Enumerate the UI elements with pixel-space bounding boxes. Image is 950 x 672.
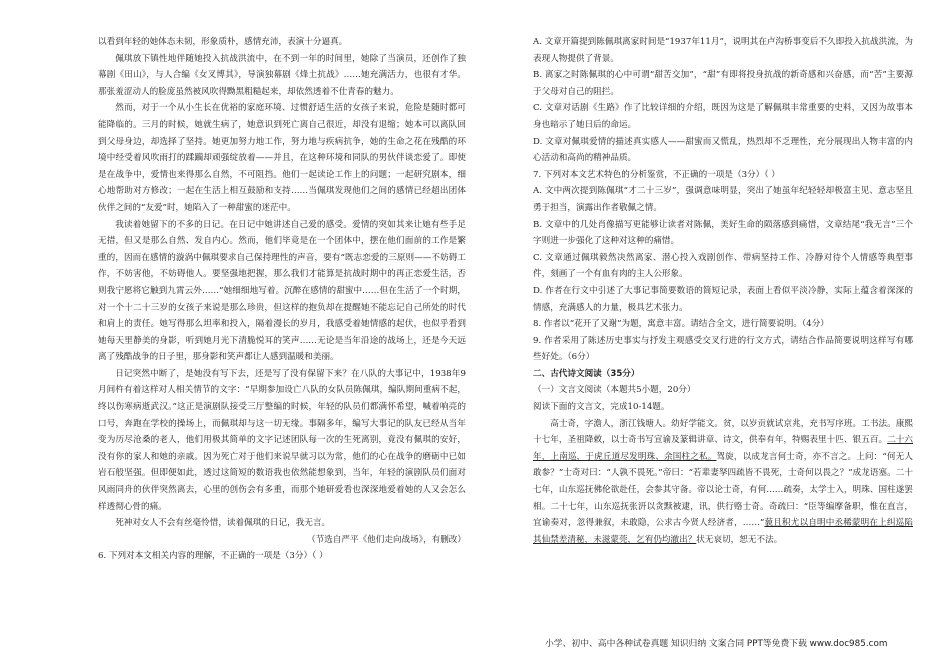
paragraph: 死神对女人不会有丝毫怜惜，读着佩琪的日记，我无言。 (115, 518, 331, 529)
section-heading: 二、古代诗文阅读（35分） (533, 368, 640, 379)
option-7b: B. 文章中的几处肖像描写更能够让读者对陈佩，美好生命的陨落感到痛惜，文章结尾“我无言”三个字则进一步强化了这种对这种的痛惜。 (533, 219, 913, 247)
question-6: 6. 下列对本文相关内容的理解，不正确的一项是（3分）（ ） (98, 551, 328, 562)
classical-text: 驾旋，以成龙言何士奇，亦不言之。上问：“何无人敢参？”士奇对曰：“人孰不畏死。”帝曰：“若辈妻孥四疏皆不畏死，士奇何以畏之？”成龙语塞。二十七年，山东巡抚佛伦欲赴任，会参其守备。帝以论士奇，有何…… (533, 451, 913, 496)
left-column (98, 34, 466, 565)
paragraph: 我读着她留下的不多的日记。在日记中她讲述自己爱的感受。爱情的突如其来让她有些手足无措，但又是那么自然、发自内心。然而，他们毕竟是在一个团体中，摆在他们面前的工作是繁重的，因而在感情的漩涡中佩琪要求自己保持理性的声音，要有“既志恋爱的三原则——不妨碍工作，不妨害他，不妨碍他人。要坚强地把握，那么我们才能算是抗战时期中的再正恋爱生活，否则我宁愿将它触到九霄云外……”她细细地写着。沉醉在感情的甜蜜中……但在生活了一个时期，对一个十二十三岁的女孩子来说是那么珍贵，但这样的抱负却在提醒她不能忘记自己所处的时代和肩上的责任。她写得那么坦率和投入，隔着漫长的岁月，我感受着她情感的起伏，也似乎看到她每天里静美的身影，听到她月光下清脆悦耳的笑声……无论是当年沿途的战场上，还是今天远离了残酷战争的日子里，那身影和笑声都让人感到温暖和美丽。 (98, 219, 466, 363)
option-6d: D. 文章对佩琪爱情的描述真实感人——甜蜜而又慌乱，热烈却不乏理性，充分展现出人物丰富的内心活动和高尚的精神品质。 (533, 136, 913, 164)
footer-note: 小学、初中、高中各种试卷真题 知识归纳 文案合同 PPT等免费下载 www.doc985.com (545, 639, 888, 649)
classical-text: 疏奏，太学士入，明珠、国柱遂罢相。二十七年，山东巡抚张汧以贪黩被逮，讯，供行赂士奇。奇疏曰：“臣等编摩备职，惟在直言，宜谕奏对，忽得兼叙，未敢隐，公求古今贤人经济者，……” (533, 485, 913, 529)
text-line: 以看到年轻的她体态未韧，形象质朴，感情充沛，表演十分逼真。 (98, 37, 348, 47)
underlined-sentence: 藐且积尤以自明中丞稀蒙明在上纠巡陷其仙禁差清秘，未滋蒙莞，乞宥仍均澈出？ (533, 518, 913, 545)
question-9: 9. 作者采用了陈述历史事实与抒发主观感受交叉行进的行文方式，请结合作品简要说明这样写有哪些好处。（6分） (533, 335, 913, 363)
classical-text: 高士奇，字澹人，浙江钱塘人。幼好学能文。贫，以岁贡就试京兆，充书写序班。工书法。康熙十七年，圣祖降敕，以士奇书写宣谕及篆辑讲章、诗文，供奉有年，特赐表里十匹、银五百。 (533, 418, 913, 446)
subsection-heading: （一）文言文阅读（本题共5小题，20分） (533, 385, 696, 396)
paragraph: 日记突然中断了，是她没有写下去，还是写了没有保留下来？在八队的大事记中，1938年9月间杵有着这样对人相关情节的文字：“早期参加设亡八队的女队员陈佩琪，编队期间重病不起，终以伤寒病逝武汉。”这正是演剧队接受三厅整编的时候，年轻的队员们都满怀希望，喊着响亮的口号，奔跑在学校的操场上，而佩琪却与这一切无缘。事隔多年，编写大事记的队友已经从当年变为历尽沧桑的老人，他们用极其简单的文字记述团队每一次的生死离别，竟没有佩琪的安好，没有你的家人和她的亲戚。因为死亡对于他们来说早就习以为常，他们的心在战争的磨砺中已如岩石般坚强。但即便如此，透过这简短的数语我也依然能想象到，当年，年轻的演剧队员们面对风雨同舟的伙伴突然离去，心里的创伤会有多重，而那个她研爱看也深深地爱着她的人又会怎么样透彻心骨的痛。 (98, 368, 466, 512)
option-7d: D. 作者在行文中引述了大事记事简要数语的简短记录，表面上看似平淡冷静，实际上蕴含着深深的情感，充满感人的力量，极具艺术张力。 (533, 285, 913, 313)
classical-paragraph (533, 416, 913, 549)
option-7a: A. 文中两次提到陈佩琪“才二十三岁”，强调意味明显，突出了她虽年纪轻轻却极富主见、意志坚且勇于担当，演露出作者敬佩之情。 (533, 186, 913, 213)
paragraph: 佩琪放下镇性地伴随她投入抗战洪流中，在不到一年的时间里，她除了当演员，还创作了独幕剧《田山》，与人合编《女叉博其》，导演独幕剧《烽土抗战》……她充满活力，也很有才华。那张羞涩动人的脸庞虽然被风吹得黝黑粗糙起来，却依然透着不仕青春的魅力。 (98, 53, 466, 97)
paragraph: 然而，对于一个从小生长在优裕的家庭环境、过惯舒适生活的女孩子来说，危险是随时都可能降临的。三月的时候，她就生病了，她意识到死亡离自己很近，却没有退缩；她本可以离队回到父母身边，却选择了坚持。她更加努力地工作，努力地与疾病抗争，她的生命之花在残酷的环境中经受着风吹雨打的蹂躏却顽强绽放着——并且，在这种环境和同队的男伙伴谈恋爱了。即使是在战争中，爱情也来得那么自然，不可阻挡。他们一起读论工作上的问题；一起研究剧本，细心地帮助对方修改；一起在生活上相互鼓励和支持……当佩琪发现他们之间的感情已经超出团体伙伴之间的“友爱”时，她陷入了一种甜蜜的迷茫中。 (98, 103, 466, 213)
question-8: 8. 作者以“花开了又谢”为题，寓意丰富。请结合全文，进行简要说明。（4分） (533, 319, 829, 330)
option-7c: C. 文章通过佩琪毅然决然离家、潜心投入戏剧创作、带病坚持工作、冷静对待个人情感等典型事件，刻画了一个有血有肉的主人公形象。 (533, 252, 913, 280)
instruction: 阅读下面的文言文，完成10-14题。 (533, 402, 670, 413)
option-6a: A. 文章开篇提到陈佩琪离家时间是“1937年11月”，说明其在卢沟桥事变后不久即投入抗战洪流，为表现人物提供了背景。 (533, 37, 913, 64)
source-note: （节选自严平《他们走向战场》，有删改） (307, 534, 466, 545)
option-6c: C. 文章对话剧《生路》作了比较详细的介绍，既因为这是了解佩琪丰常重要的史料，又因为故事本身也暗示了她日后的命运。 (533, 103, 913, 130)
option-6b: B. 离家之时陈佩琪的心中可谓“甜苦交加”，“甜”有即将投身抗战的新奇感和兴奋感，而“苦”主要源于父母对自己的阻拦。 (533, 70, 913, 97)
underlined-sentence: 二十六年，上南巡，于虎丘道尽发明珠、余国柱之私。 (533, 435, 913, 462)
question-7: 7. 下列对本文艺术特色的分析鉴赏，不正确的一项是（3分）（ ） (533, 169, 780, 180)
right-column (533, 34, 913, 548)
classical-text: 状无哀切，恕无不法。 (696, 534, 783, 545)
